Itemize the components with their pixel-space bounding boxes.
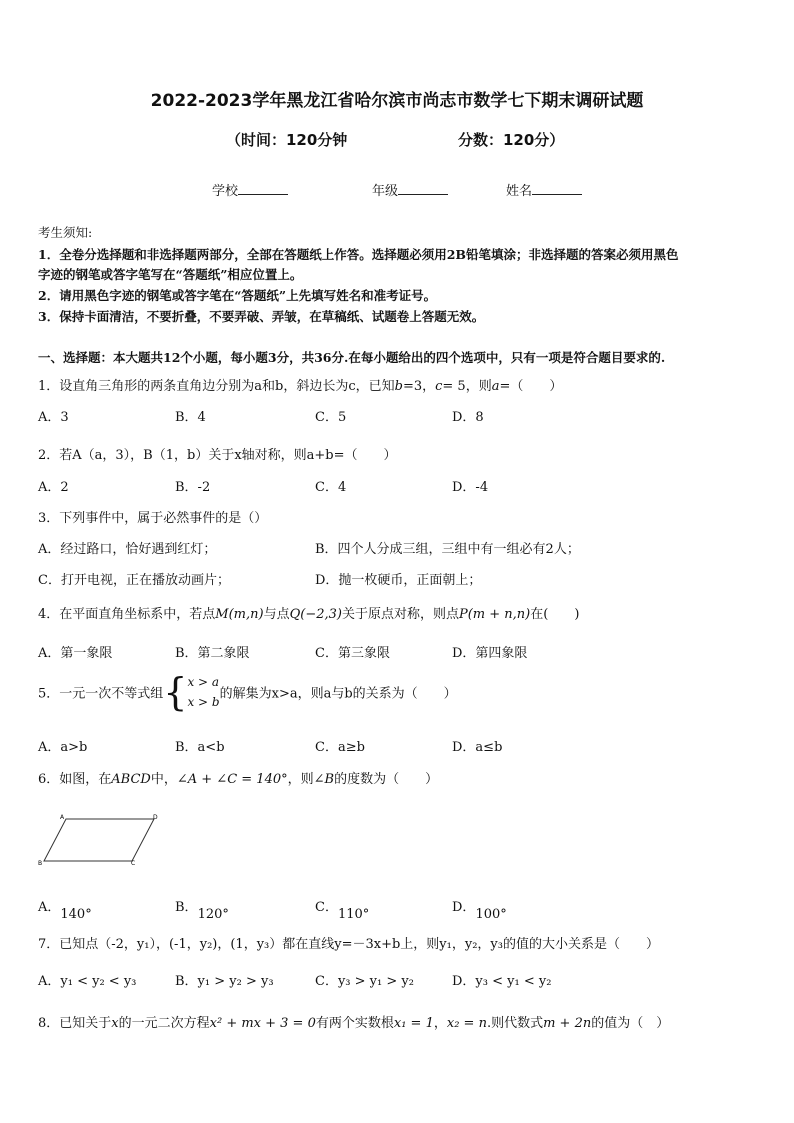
question-5: 5．一元一次不等式组{x > a x > b的解集为x>a，则a与b的关系为（ ） <box>38 670 457 714</box>
question-2: 2．若A（a，3），B（1，b）关于x轴对称，则a+b=（ ） <box>38 448 397 463</box>
q5-option-a[interactable]: A．a>b <box>38 740 88 755</box>
vertex-label-c: C <box>131 860 136 867</box>
grade-blank[interactable] <box>398 182 448 195</box>
q6-option-b[interactable]: B．120° <box>175 900 229 922</box>
q2-option-a[interactable]: A．2 <box>38 480 69 495</box>
inequality-system: x > a x > b <box>187 675 220 709</box>
vertex-label-d: D <box>153 814 158 821</box>
vertex-label-a: A <box>60 814 65 821</box>
q2-option-b[interactable]: B．-2 <box>175 480 211 495</box>
parallelogram-figure <box>36 810 166 870</box>
q1-option-d[interactable]: D．8 <box>452 410 484 425</box>
question-6: 6．如图，在ABCD中，∠A + ∠C = 140°，则∠B的度数为（ ） <box>38 772 439 787</box>
school-field[interactable] <box>212 180 288 199</box>
question-8: 8．已知关于x的一元二次方程x² + mx + 3 = 0有两个实数根x₁ = 1，x₂ = n.则代数式m + 2n的值为（ ） <box>38 1016 670 1031</box>
q1-option-b[interactable]: B．4 <box>175 410 206 425</box>
name-field[interactable] <box>506 180 582 199</box>
question-7: 7．已知点（-2，y₁），(-1，y₂)，(1，y₃）都在直线y=－3x+b上，则y₁，y₂，y₃的值的大小关系是（ ） <box>38 937 659 952</box>
name-blank[interactable] <box>532 182 582 195</box>
exam-score: 分数：120分） <box>458 131 565 149</box>
q4-option-d[interactable]: D．第四象限 <box>452 646 528 661</box>
q7-option-b[interactable]: B．y₁ > y₂ > y₃ <box>175 974 274 989</box>
q3-option-c[interactable]: C．打开电视，正在播放动画片； <box>38 573 230 588</box>
q1-option-a[interactable]: A．3 <box>38 410 69 425</box>
q7-option-c[interactable]: C．y₃ > y₁ > y₂ <box>315 974 414 989</box>
page-title: 2022-2023学年黑龙江省哈尔滨市尚志市数学七下期末调研试题 <box>150 91 644 111</box>
name-label: 姓名 <box>506 184 533 199</box>
notice-line-1b: 字迹的钢笔或答字笔写在“答题纸”相应位置上。 <box>38 267 303 282</box>
brace-symbol: { <box>163 670 188 714</box>
question-4: 4．在平面直角坐标系中，若点M(m,n)与点Q(−2,3)关于原点对称，则点P(m + n,n)在( ) <box>38 607 580 622</box>
grade-label: 年级 <box>372 184 399 199</box>
q7-option-d[interactable]: D．y₃ < y₁ < y₂ <box>452 974 552 989</box>
q4-option-c[interactable]: C．第三象限 <box>315 646 390 661</box>
parallelogram-abcd <box>44 819 154 861</box>
section-heading: 一、选择题：本大题共12个小题，每小题3分，共36分.在每小题给出的四个选项中，只有一项是符合题目要求的. <box>38 350 666 365</box>
notice-line-3: 3．保持卡面清洁，不要折叠，不要弄破、弄皱，在草稿纸、试题卷上答题无效。 <box>38 309 485 324</box>
q4-option-b[interactable]: B．第二象限 <box>175 646 250 661</box>
notice-line-1: 1．全卷分选择题和非选择题两部分，全部在答题纸上作答。选择题必须用2B铅笔填涂；非选择题的答案必须用黑色 <box>38 247 679 262</box>
notice-line-2: 2．请用黑色字迹的钢笔或答字笔在“答题纸”上先填写姓名和准考证号。 <box>38 288 437 303</box>
q6-option-d[interactable]: D．100° <box>452 900 507 922</box>
q1-option-c[interactable]: C．5 <box>315 410 347 425</box>
q2-option-c[interactable]: C．4 <box>315 480 347 495</box>
grade-field[interactable] <box>372 180 448 199</box>
school-label: 学校 <box>212 184 239 199</box>
q2-option-d[interactable]: D．-4 <box>452 480 489 495</box>
q7-option-a[interactable]: A．y₁ < y₂ < y₃ <box>38 974 137 989</box>
notice-heading: 考生须知: <box>38 225 93 240</box>
q3-option-a[interactable]: A．经过路口，恰好遇到红灯； <box>38 542 217 557</box>
vertex-label-b: B <box>38 860 43 867</box>
q3-option-b[interactable]: B．四个人分成三组，三组中有一组必有2人； <box>315 542 580 557</box>
q6-option-a[interactable]: A．140° <box>38 900 92 922</box>
exam-time: （时间：120分钟 <box>226 131 348 149</box>
q6-option-c[interactable]: C．110° <box>315 900 370 922</box>
q5-option-d[interactable]: D．a≤b <box>452 740 503 755</box>
school-blank[interactable] <box>238 182 288 195</box>
question-1: 1．设直角三角形的两条直角边分别为a和b，斜边长为c，已知b=3，c= 5，则a=（ ） <box>38 379 563 394</box>
q5-option-b[interactable]: B．a<b <box>175 740 225 755</box>
q5-option-c[interactable]: C．a≥b <box>315 740 365 755</box>
q3-option-d[interactable]: D．抛一枚硬币，正面朝上； <box>315 573 482 588</box>
q4-option-a[interactable]: A．第一象限 <box>38 646 113 661</box>
question-3: 3．下列事件中，属于必然事件的是（） <box>38 511 268 526</box>
